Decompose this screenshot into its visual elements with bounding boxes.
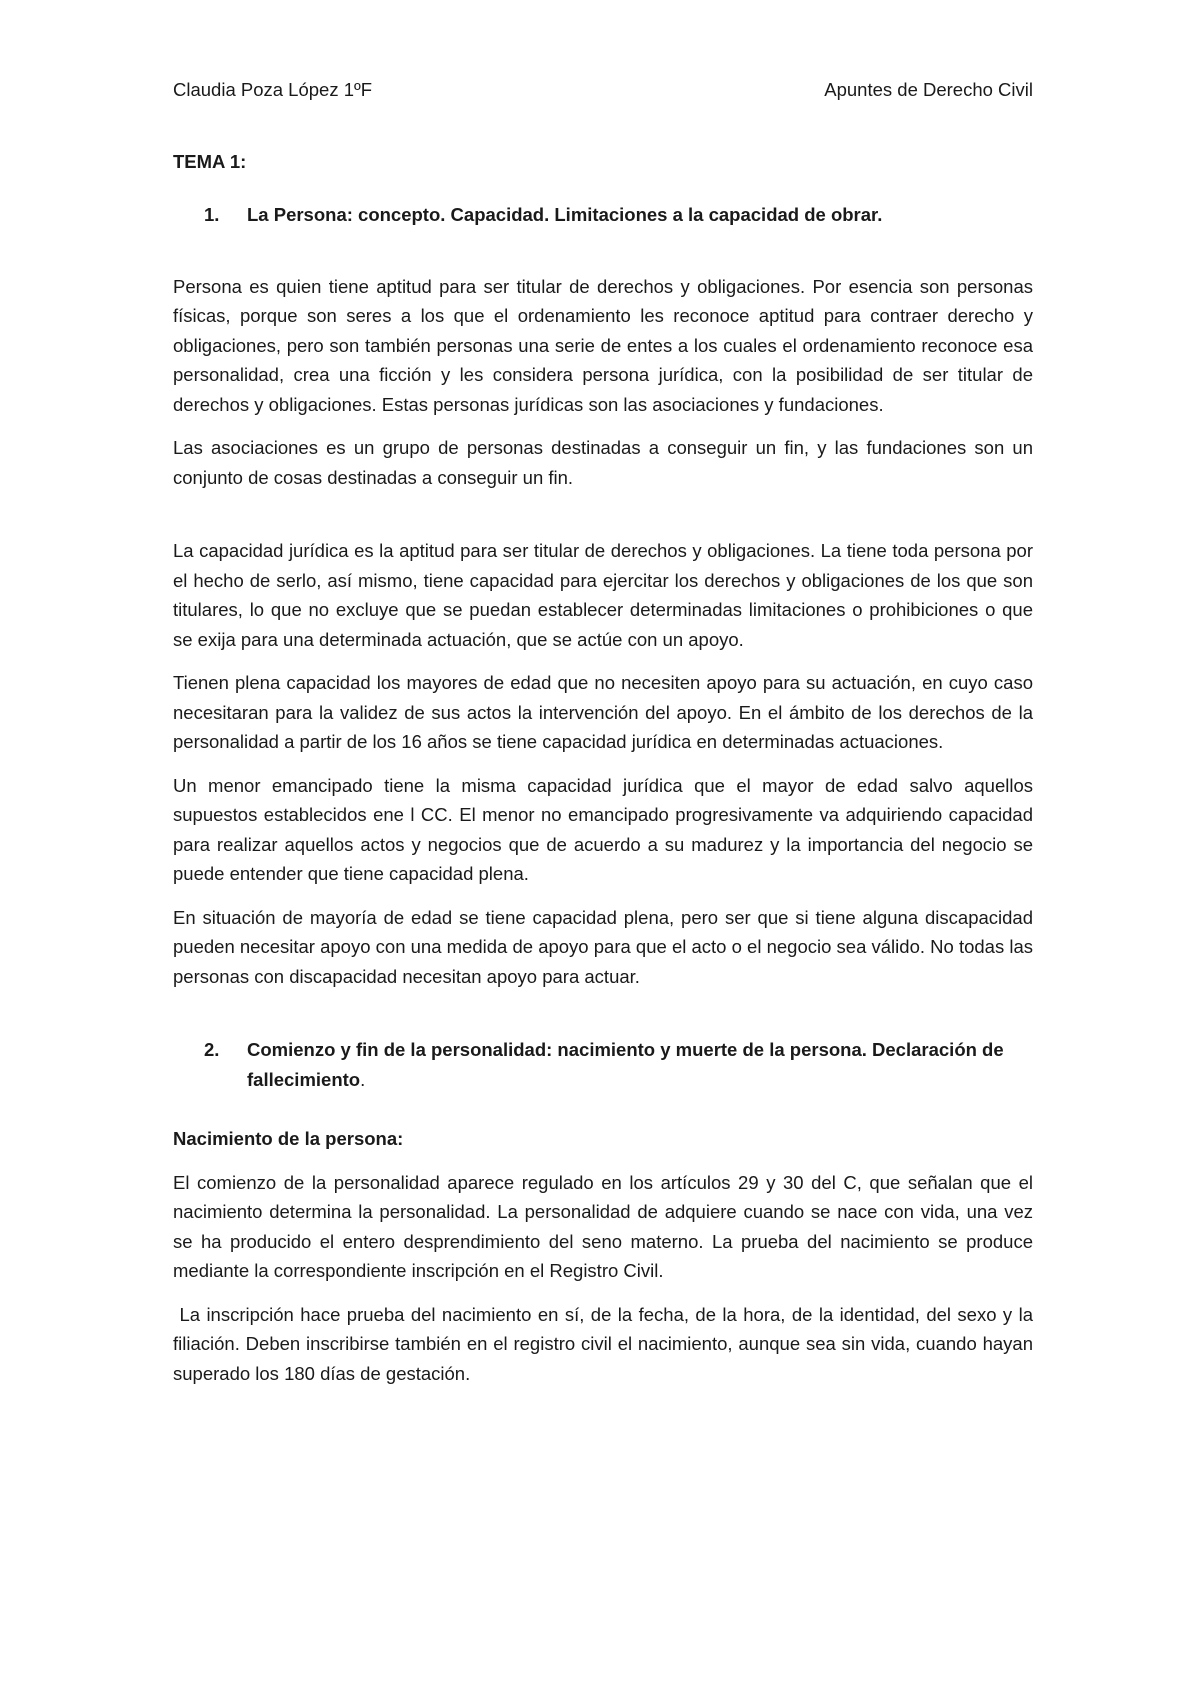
header-subject: Apuntes de Derecho Civil — [824, 79, 1033, 100]
paragraph: El comienzo de la personalidad aparece regulado en los artículos 29 y 30 del C, que señalan que el nacimiento determina la personalidad. La personalidad de adquiere cuando se nace con vida, una vez se ha producido el entero desprendimiento del seno materno. La prueba del nacimiento se produce mediante la correspondiente inscripción en el Registro Civil. — [173, 1171, 1033, 1281]
document-body — [173, 147, 1039, 1388]
paragraph: Un menor emancipado tiene la misma capacidad jurídica que el mayor de edad salvo aquellos supuestos establecidos ene l CC. El menor no emancipado progresivamente va adquiriendo capacidad para realizar aquellos actos y negocios que de acuerdo a su madurez y la importancia del negocio se puede entender que tiene capacidad plena. — [173, 774, 1033, 884]
section-1-heading — [173, 200, 1033, 230]
section-2-title-period: . — [360, 1068, 366, 1090]
section-1-number: 1. — [204, 204, 220, 225]
header-author: Claudia Poza López 1ºF — [173, 79, 373, 100]
paragraph: Persona es quien tiene aptitud para ser titular de derechos y obligaciones. Por esencia son personas físicas, porque son seres a los que el ordenamiento les reconoce aptitud para contraer derecho y obligaciones, pero son también personas una serie de entes a los cuales el ordenamiento reconoce esa personalidad, crea una ficción y les considera persona jurídica, con la posibilidad de ser titular de derechos y obligaciones. Estas personas jurídicas son las asociaciones y fundaciones. — [173, 275, 1033, 415]
section-1-title: La Persona: concepto. Capacidad. Limitaciones a la capacidad de obrar. — [247, 204, 883, 225]
paragraph: Las asociaciones es un grupo de personas destinadas a conseguir un fin, y las fundaciones son un conjunto de cosas destinadas a conseguir un fin. — [173, 437, 1033, 488]
subheading-nacimiento: Nacimiento de la persona: — [173, 1128, 404, 1149]
paragraph: En situación de mayoría de edad se tiene capacidad plena, pero ser que si tiene alguna discapacidad pueden necesitar apoyo con una medida de apoyo para que el acto o el negocio sea válido. No todas las personas con discapacidad necesitan apoyo para actuar. — [173, 906, 1033, 987]
section-2-heading — [173, 1035, 1033, 1094]
section-2-title — [232, 1035, 1033, 1094]
paragraph: Tienen plena capacidad los mayores de edad que no necesiten apoyo para su actuación, en cuyo caso necesitaran para la validez de sus actos la intervención del apoyo. En el ámbito de los derechos de la personalidad a partir de los 16 años se tiene capacidad jurídica en determinadas actuaciones. — [173, 672, 1033, 752]
page-header — [173, 76, 1033, 104]
tema-title: TEMA 1: — [173, 151, 247, 172]
paragraph: La inscripción hace prueba del nacimiento en sí, de la fecha, de la hora, de la identidad, del sexo y la filiación. Deben inscribirse también en el registro civil el nacimiento, aunque sea sin vida, cuando hayan superado los 180 días de gestación. — [173, 1303, 1039, 1384]
section-2-number: 2. — [204, 1039, 220, 1060]
section-2-title-text: Comienzo y fin de la personalidad: nacimiento y muerte de la persona. Declaración de fallecimiento — [247, 1039, 1004, 1090]
paragraph: La capacidad jurídica es la aptitud para ser titular de derechos y obligaciones. La tiene toda persona por el hecho de serlo, así mismo, tiene capacidad para ejercitar los derechos y obligaciones de los que son titulares, lo que no excluye que se puedan establecer determinadas limitaciones o prohibiciones o que se exija para una determinada actuación, que se actúe con un apoyo. — [173, 540, 1033, 650]
